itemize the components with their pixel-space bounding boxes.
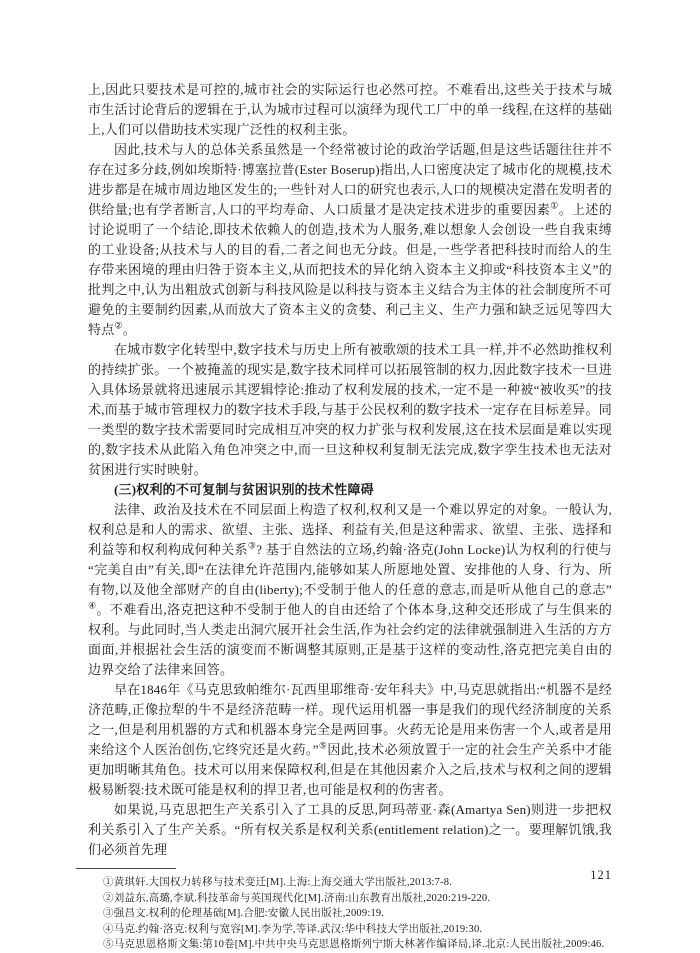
footnote-item: [88, 937, 612, 953]
page-number: 121: [590, 868, 612, 882]
body-paragraph: 因此,技术与人的总体关系虽然是一个经常被讨论的政治学话题,但是这些话题往往并不存在过多分歧,例如埃斯特·博塞拉普(Ester Boserup)指出,人口密度决定了城市化的规模,技术进步都是在城市周边地区发生的;一些针对人口的研究也表示,人口的规模决定潜在发明者的供给量;也有学者断言,人口的平均寿命、人口质量才是决定技术进步的重要因素①。上述的讨论说明了一个结论,即技术依赖人的创造,技术为人服务,难以想象人会创设一些自我束缚的工业设备;从技术与人的目的看,二者之间也无分歧。但是,一些学者把科技时而给人的生存带来困境的理由归咎于资本主义,从而把技术的异化纳入资本主义抑或“科技资本主义”的批判之中,认为出粗放式创新与科技风险是以科技与资本主义结合为主体的社会制度所不可避免的主要制约因素,从而放大了资本主义的贪婪、利己主义、生产力强和缺乏远见等四大特点②。: [88, 142, 613, 337]
body-paragraph: 在城市数字化转型中,数字技术与历史上所有被歌颂的技术工具一样,并不必然助推权利的持续扩张。一个被掩盖的现实是,数字技术同样可以拓展管制的权力,因此数字技术一旦进入具体场景就将迅速展示其逻辑悖论:推动了权利发展的技术,一定不是一种被“被收买”的技术,而基于城市管理权力的数字技术手段,与基于公民权利的数字技术一定存在目标差异。同一类型的数字技术需要同时完成相互冲突的权力扩张与权利发展,这在技术层面是难以实现的,数字技术从此陷入角色冲突之中,而一旦这种权利复制无法完成,数字孪生技术也无法对贫困进行实时映射。: [88, 342, 612, 477]
footnote-text: 刘益东,高璐,李斌.科技革命与英国现代化[M].济南:山东教育出版社,2020:219-220.: [113, 892, 491, 904]
body-paragraph: 法律、政治及技术在不同层面上构造了权利,权利又是一个难以界定的对象。一般认为,权利总是和人的需求、欲望、主张、选择、利益有关,但是这种需求、欲望、主张、选择和利益等和权利构成何种关系③? 基于自然法的立场,约翰·洛克(John Locke)认为权利的行使与“完美自由”有关,即“在法律允许范围内,能够如某人所愿地处置、安排他的人身、行为、所有物,以及他全部财产的自由(liberty);不受制于他人的任意的意志,而是听从他自己的意志”④。不难看出,洛克把这种不受制于他人的自由还给了个体本身,这种交还形成了与生俱来的权利。与此同时,当人类走出洞穴展开社会生活,作为社会约定的法律就强制进入生活的方方面面,并根据社会生活的演变而不断调整其原则,正是基于这样的变动性,洛克把完美自由的边界交给了法律来回答。: [88, 502, 613, 677]
body-paragraph: 上,因此只要技术是可控的,城市社会的实际运行也必然可控。不难看出,这些关于技术与城市生活讨论背后的逻辑在于,认为城市过程可以演绎为现代工厂中的单一线程,在这样的基础上,人们可以借助技术实现广泛性的权利主张。: [88, 82, 612, 137]
footnote-marker: ③: [103, 908, 114, 919]
body-paragraph: 早在1846年《马克思致帕维尔·瓦西里耶维奇·安年科夫》中,马克思就指出:“机器不是经济范畴,正像拉犁的牛不是经济范畴一样。现代运用机器一事是我们的现代经济制度的关系之一,但是利用机器的方式和机器本身完全是两回事。火药无论是用来伤害一个人,或者是用来给这个人医治创伤,它终究还是火药。”⑤因此,技术必须放置于一定的社会生产关系中才能更加明晰其角色。技术可以用来保障权利,但是在其他因素介入之后,技术与权利之间的逻辑极易断裂:技术既可能是权利的捍卫者,也可能是权利的伤害者。: [88, 682, 612, 797]
footnote-item: [88, 922, 612, 938]
footnote-marker: ①: [103, 877, 114, 888]
footnote-item: [88, 891, 612, 907]
section-heading: (三)权利的不可复制与贫困识别的技术性障碍: [114, 482, 374, 497]
footnote-marker: ⑤: [103, 939, 114, 950]
footnote-text: 马克思恩格斯文集:第10卷[M].中共中央马克思恩格斯列宁斯大林著作编译局,译.北京:人民出版社,2009:46.: [113, 939, 605, 950]
footnote-separator: [76, 868, 176, 869]
footnote-text: 强昌文.权利的伦理基础[M].合肥:安徽人民出版社,2009:19.: [113, 908, 385, 919]
footnote-text: 黄琪轩.大国权力转移与技术变迁[M].上海:上海交通大学出版社,2013:7-8.: [113, 877, 453, 888]
footnote-marker: ④: [103, 923, 114, 935]
footnote-item: [88, 906, 612, 922]
text-block: [88, 80, 612, 953]
body-paragraph: 如果说,马克思把生产关系引入了工具的反思,阿玛蒂亚·森(Amartya Sen)则进一步把权利关系引入了生产关系。“所有权关系是权利关系(entitlement relation)之一。要理解饥饿,我们必须首先理: [88, 802, 612, 857]
footnote-marker: ②: [103, 892, 114, 904]
footnotes: [88, 875, 612, 953]
footnote-item: [88, 875, 612, 891]
footnote-text: 马克.约翰·洛克:权利与宽容[M].李为学,等译.武汉:华中科技大学出版社,2019:30.: [113, 923, 483, 935]
